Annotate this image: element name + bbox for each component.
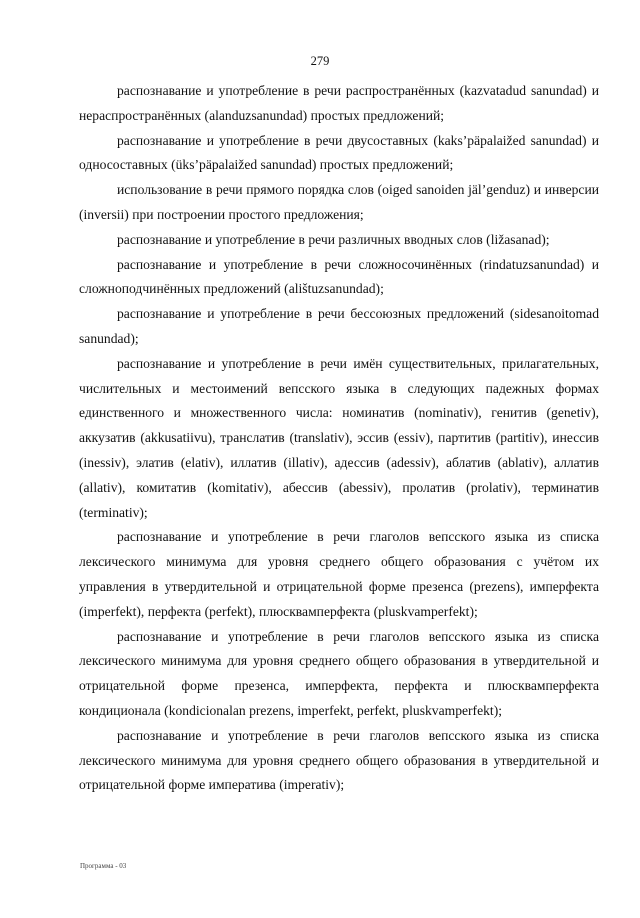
page-body xyxy=(79,79,599,798)
paragraph: распознавание и употребление в речи бессоюзных предложений (sidesanoitomad sanundad); xyxy=(79,306,599,346)
paragraph: распознавание и употребление в речи распространённых (kazvatadud sanundad) и нераспространённых (alanduzsanundad) простых предложений; xyxy=(79,83,599,123)
paragraph: распознавание и употребление в речи двусоставных (kaks’päpalaižed sanundad) и односоставных (üks’päpalaižed sanundad) простых предложений; xyxy=(79,132,599,173)
paragraph: распознавание и употребление в речи глаголов вепсского языка из списка лексического минимума для уровня среднего общего образования в утвердительной и отрицательной форме презенса, имперфекта, перфекта и плюсквамперфекта кондиционала (kondicionalan prezens, imperfekt, perfekt, pluskvamperfekt); xyxy=(79,628,599,718)
paragraph: распознавание и употребление в речи имён существительных, прилагательных, числительных и местоимений вепсского языка в следующих падежных формах единственного и множественного числа: номинатив (nominativ), генитив (genetiv), аккузатив (akkusatiivu), транслатив (translativ), эссив (essiv), партитив (partitiv), инессив (inessiv), элатив (elativ), иллатив (illativ), адессив (adessiv), аблатив (ablativ), аллатив (allativ), комитатив (komitativ), абессив (abessiv), пролатив (prolativ), терминатив (terminativ); xyxy=(79,355,599,520)
page-footer: Программа - 03 xyxy=(80,862,127,870)
paragraph: использование в речи прямого порядка слов (oiged sanoiden jäl’genduz) и инверсии (inversii) при построении простого предложения; xyxy=(79,182,599,222)
paragraph: распознавание и употребление в речи сложносочинённых (rindatuzsanundad) и сложноподчинённых предложений (alištuzsanundad); xyxy=(79,256,599,297)
paragraph: распознавание и употребление в речи глаголов вепсского языка из списка лексического минимума для уровня среднего общего образования в утвердительной и отрицательной форме императива (imperativ); xyxy=(79,727,599,793)
paragraph: распознавание и употребление в речи различных вводных слов (ližasanad); xyxy=(117,231,550,247)
page-number: 279 xyxy=(310,54,330,68)
paragraph: распознавание и употребление в речи глаголов вепсского языка из списка лексического минимума для уровня среднего общего образования с учётом их управления в утвердительной и отрицательной форме презенса (prezens), имперфекта (imperfekt), перфекта (perfekt), плюсквамперфекта (pluskvamperfekt); xyxy=(79,529,599,619)
